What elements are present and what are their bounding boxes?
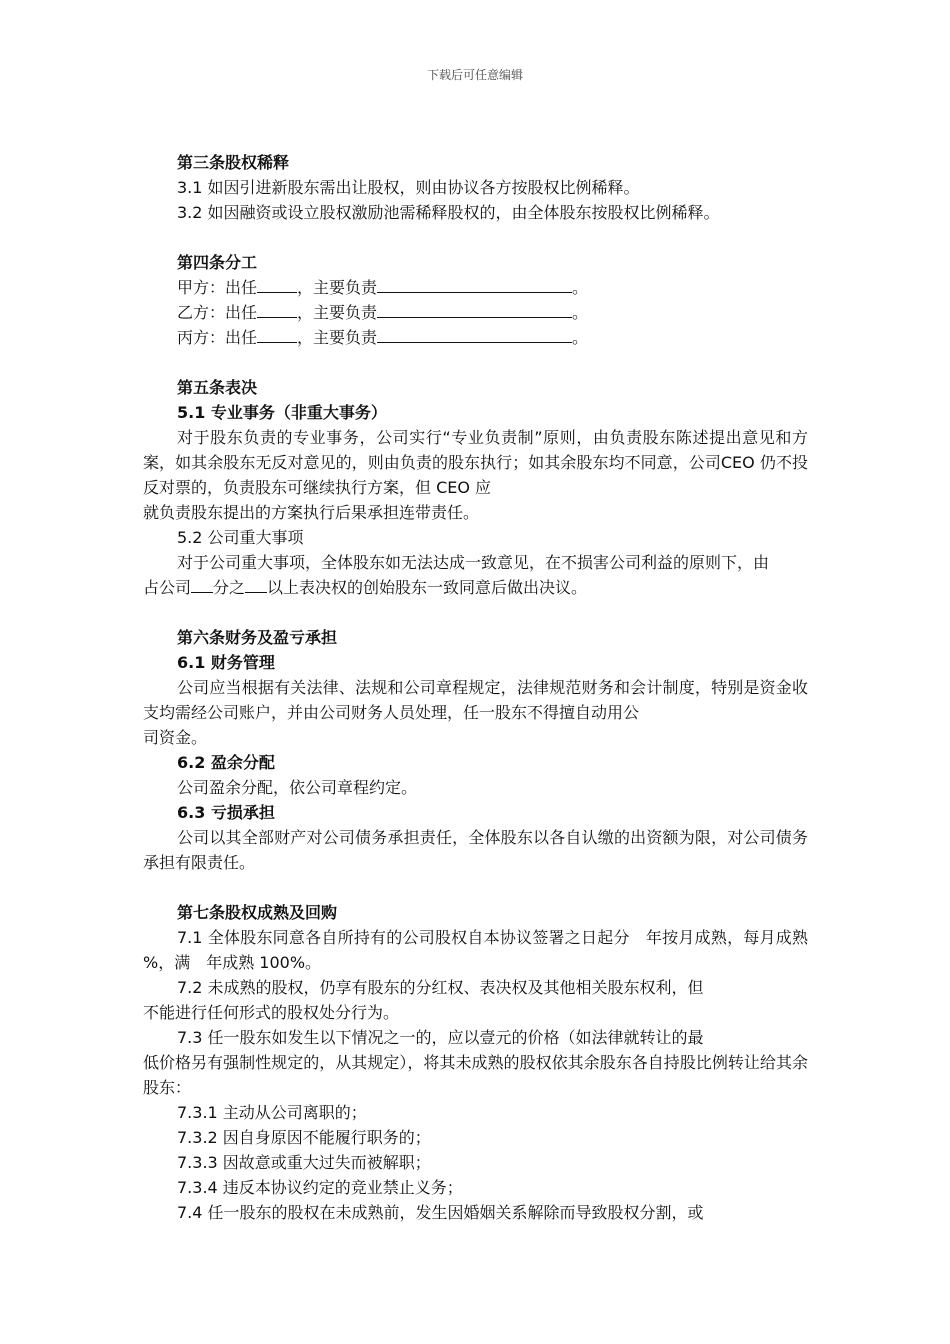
text-fragment: 分之 [213,578,246,597]
article-6-title: 第六条财务及盈亏承担 [177,628,338,647]
position-blank [257,275,297,293]
section-5-2-paragraph: 对于公司重大事项，全体股东如无法达成一致意见，在不损害公司利益的原则下，由 [177,553,770,572]
division-row-c [143,325,808,350]
section-5-1-paragraph: 对于股东负责的专业事务，公司实行“专业负责制”原则，由负责股东陈述提出意见和方案，如其余股东无反对意见的，则由负责的股东执行；如其余股东均不同意，公司CEO 仍不投反对票的，负责股东可继续执行方案，但 CEO 应 [143,428,808,497]
fraction-blank [245,575,267,593]
responsibility-blank [377,300,572,318]
responsibility-label: ，主要负责 [297,278,378,297]
fraction-blank [191,575,213,593]
text-fragment: 以上表决权的创始股东一致同意后做出决议。 [267,578,588,597]
section-6-1-paragraph: 公司应当根据有关法律、法规和公司章程规定，法律规范财务和会计制度，特别是资金收支均需经公司账户，并由公司财务人员处理，任一股东不得擅自动用公 [143,678,808,722]
list-item: 7.3.2 因自身原因不能履行职务的； [177,1128,431,1147]
article-7-title: 第七条股权成熟及回购 [177,903,338,922]
list-item: 7.3.1 主动从公司离职的； [177,1103,367,1122]
clause-3-2: 3.2 如因融资或设立股权激励池需稀释股权的，由全体股东按股权比例稀释。 [177,203,720,222]
clause-7-3: 7.3 任一股东如发生以下情况之一的，应以壹元的价格（如法律就转让的最 [177,1028,704,1047]
period: 。 [572,278,589,297]
article-4-title: 第四条分工 [177,253,258,272]
clause-7-2-cont: 不能进行任何形式的股权处分行为。 [143,1003,400,1022]
period: 。 [572,328,589,347]
party-label: 甲方：出任 [177,278,258,297]
section-6-1-paragraph-cont: 司资金。 [143,728,208,747]
text-fragment: 占公司 [143,578,192,597]
list-item: 7.3.4 违反本协议约定的竞业禁止义务； [177,1178,463,1197]
division-row-b [143,300,808,325]
section-6-3-title: 6.3 亏损承担 [177,803,275,822]
responsibility-blank [377,325,572,343]
clause-7-1: 7.1 全体股东同意各自所持有的公司股权自本协议签署之日起分 年按月成熟，每月成熟 %，满 年成熟 100%。 [143,928,825,972]
position-blank [257,300,297,318]
clause-7-3-cont: 低价格另有强制性规定的，从其规定），将其未成熟的股权依其余股东各自持股比例转让给其余股东： [143,1053,808,1097]
responsibility-label: ，主要负责 [297,303,378,322]
section-5-2-paragraph-cont [143,575,808,600]
responsibility-label: ，主要负责 [297,328,378,347]
section-6-1-title: 6.1 财务管理 [177,653,275,672]
article-5-title: 第五条表决 [177,378,258,397]
clause-3-1: 3.1 如因引进新股东需出让股权，则由协议各方按股权比例稀释。 [177,178,640,197]
section-6-3-paragraph: 公司以其全部财产对公司债务承担责任，全体股东以各自认缴的出资额为限，对公司债务承担有限责任。 [143,828,808,872]
section-5-1-title: 5.1 专业事务（非重大事务） [177,403,387,422]
list-item: 7.3.3 因故意或重大过失而被解职； [177,1153,431,1172]
period: 。 [572,303,589,322]
clause-7-4: 7.4 任一股东的股权在未成熟前，发生因婚姻关系解除而导致股权分割，或 [177,1203,704,1222]
section-6-2-title: 6.2 盈余分配 [177,753,275,772]
position-blank [257,325,297,343]
party-label: 乙方：出任 [177,303,258,322]
page-header: 下载后可任意编辑 [426,68,523,82]
section-5-1-paragraph-cont: 就负责股东提出的方案执行后果承担连带责任。 [143,503,480,522]
document-body [143,150,825,1225]
section-5-2-title: 5.2 公司重大事项 [177,528,304,547]
party-label: 丙方：出任 [177,328,258,347]
clause-7-2: 7.2 未成熟的股权，仍享有股东的分红权、表决权及其他相关股东权利，但 [177,978,704,997]
article-3-title: 第三条股权稀释 [177,153,290,172]
section-6-2-paragraph: 公司盈余分配，依公司章程约定。 [177,778,418,797]
responsibility-blank [377,275,572,293]
division-row-a [143,275,808,300]
